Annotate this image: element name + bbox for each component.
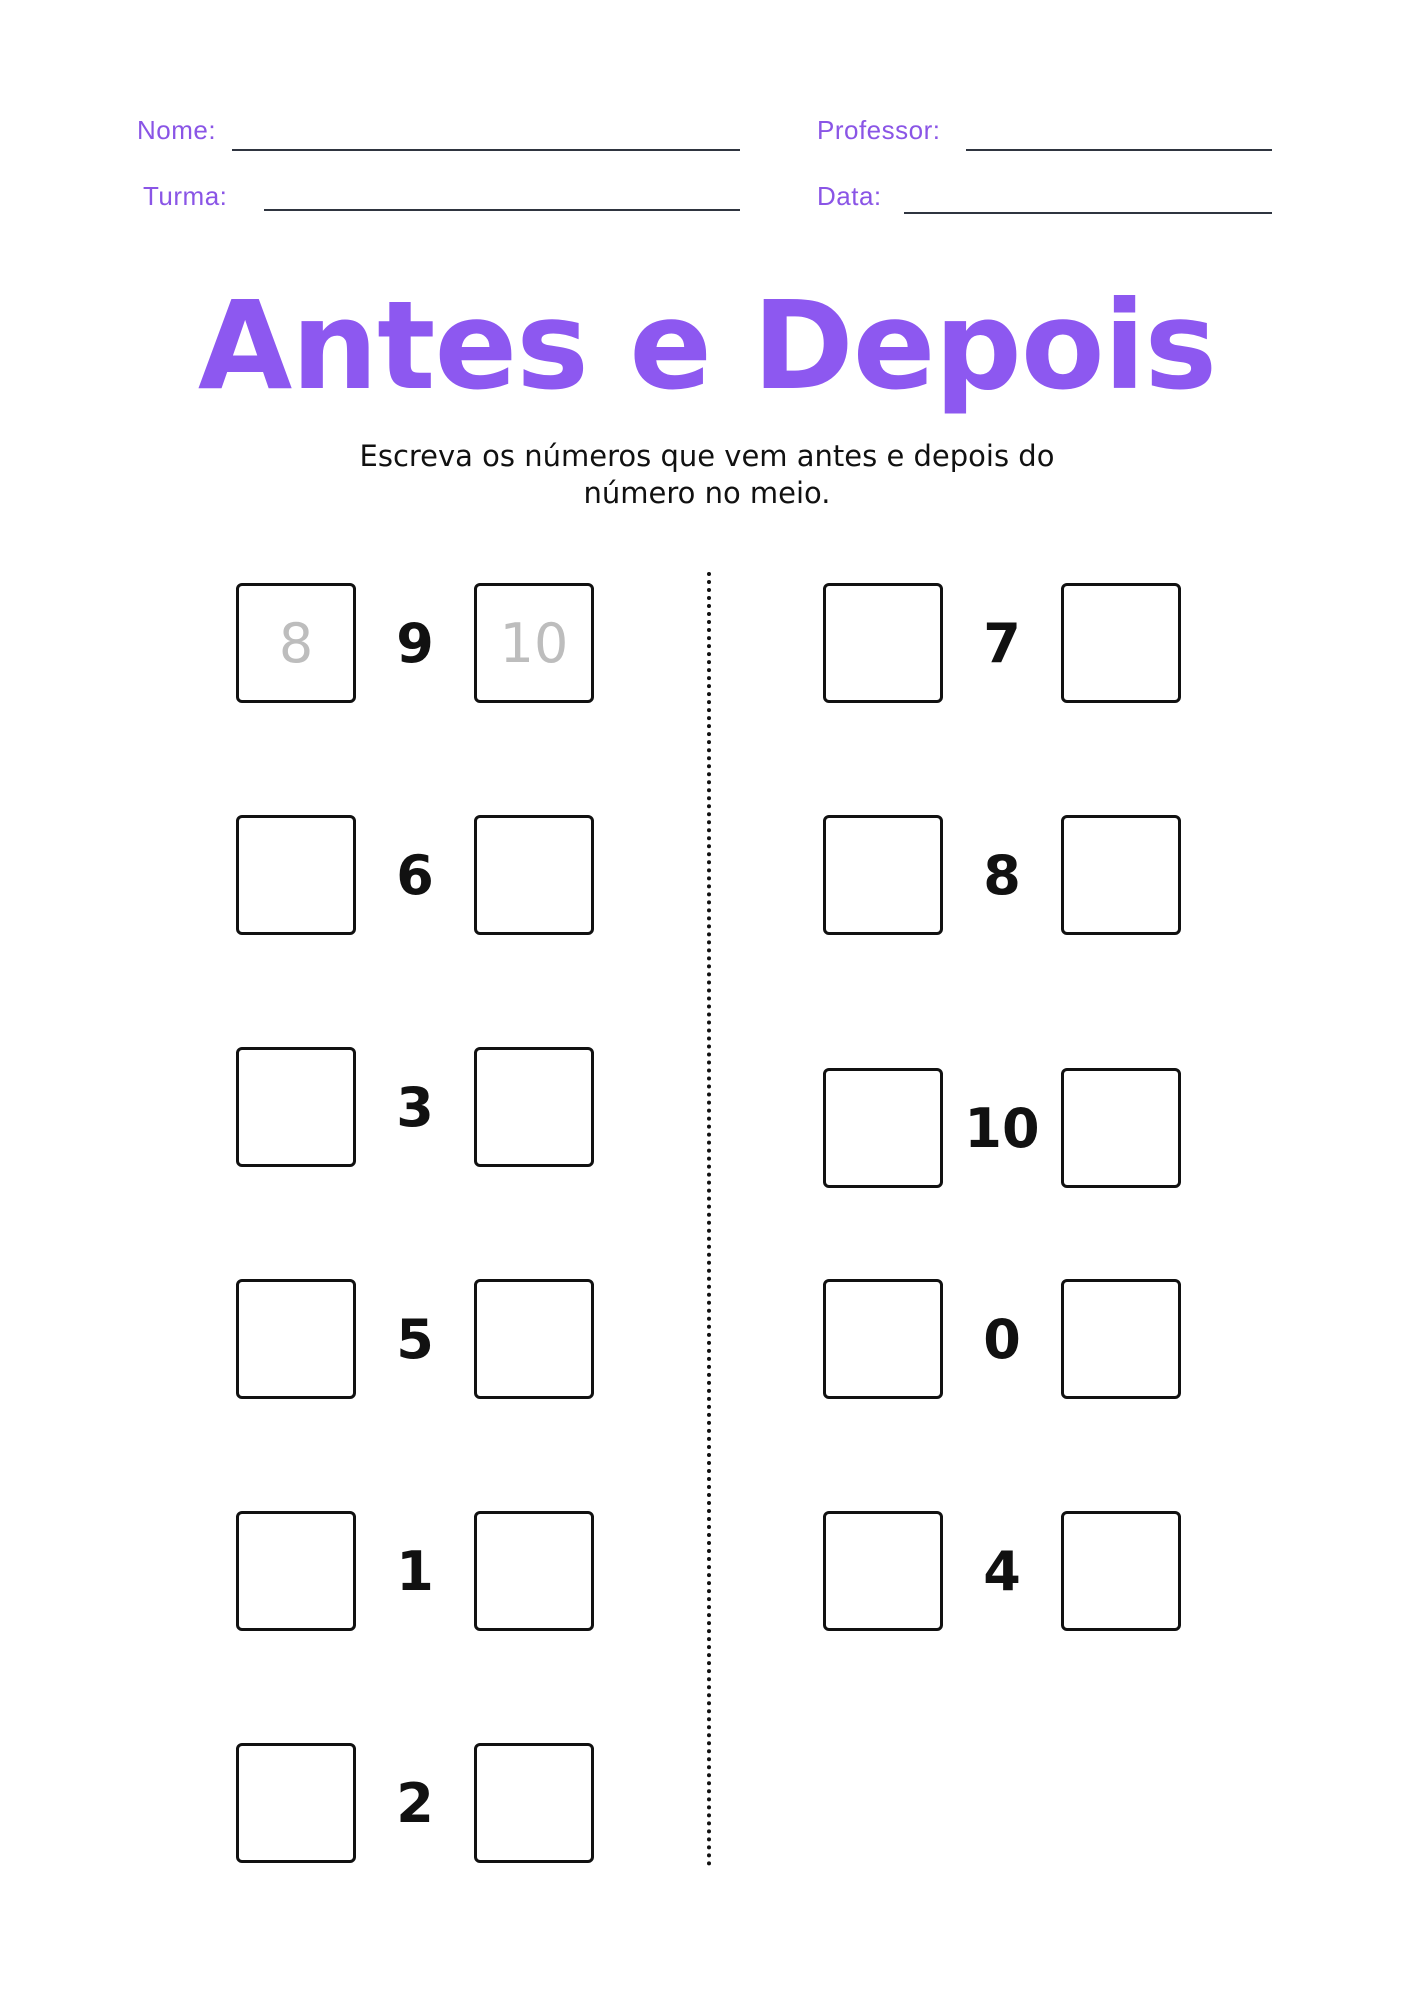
exercise-row: [823, 815, 1183, 935]
teacher-line[interactable]: [966, 149, 1272, 151]
worksheet-title: Antes e Depois: [197, 275, 1217, 417]
before-answer-box[interactable]: [236, 815, 356, 935]
before-answer-box[interactable]: 8: [236, 583, 356, 703]
name-label: Nome:: [137, 115, 217, 145]
middle-number: 5: [396, 1307, 434, 1371]
before-answer-box[interactable]: [236, 1047, 356, 1167]
before-answer-box[interactable]: [236, 1279, 356, 1399]
exercise-row: [236, 583, 596, 703]
after-answer-box[interactable]: [474, 1511, 594, 1631]
exercise-row: [236, 815, 596, 935]
middle-number: 1: [396, 1539, 434, 1603]
exercise-row: [236, 1743, 596, 1863]
middle-number: 7: [983, 611, 1021, 675]
after-answer-box[interactable]: [474, 1279, 594, 1399]
after-answer-box[interactable]: [1061, 815, 1181, 935]
after-answer-box[interactable]: [474, 815, 594, 935]
after-answer-box[interactable]: [1061, 1279, 1181, 1399]
middle-number: 2: [396, 1771, 434, 1835]
before-answer-box[interactable]: [823, 815, 943, 935]
exercise-row: [823, 1068, 1183, 1188]
after-answer-box[interactable]: [1061, 583, 1181, 703]
exercise-row: [823, 583, 1183, 703]
after-answer-box[interactable]: [474, 1743, 594, 1863]
before-answer-box[interactable]: [823, 1511, 943, 1631]
middle-number: 6: [396, 843, 434, 907]
before-answer-box[interactable]: [236, 1511, 356, 1631]
exercise-row: [236, 1047, 596, 1167]
name-line[interactable]: [232, 149, 740, 151]
middle-number: 8: [983, 843, 1021, 907]
date-label: Data:: [817, 181, 882, 211]
dotted-divider: [707, 572, 711, 1867]
before-answer-box[interactable]: [823, 583, 943, 703]
teacher-label: Professor:: [817, 115, 941, 145]
class-label: Turma:: [143, 181, 228, 211]
exercise-row: [236, 1511, 596, 1631]
before-answer-box[interactable]: [236, 1743, 356, 1863]
before-answer-box[interactable]: [823, 1279, 943, 1399]
exercise-row: [823, 1511, 1183, 1631]
instructions-text: Escreva os números que vem antes e depois do número no meio.: [359, 439, 1055, 510]
after-answer-box[interactable]: 10: [474, 583, 594, 703]
after-answer-box[interactable]: [474, 1047, 594, 1167]
after-answer-box[interactable]: [1061, 1068, 1181, 1188]
exercise-row: [823, 1279, 1183, 1399]
middle-number: 10: [964, 1096, 1040, 1160]
middle-number: 0: [983, 1307, 1021, 1371]
class-line[interactable]: [264, 209, 740, 211]
middle-number: 9: [396, 611, 434, 675]
middle-number: 4: [983, 1539, 1021, 1603]
after-answer-box[interactable]: [1061, 1511, 1181, 1631]
middle-number: 3: [396, 1075, 434, 1139]
date-line[interactable]: [904, 212, 1272, 214]
before-answer-box[interactable]: [823, 1068, 943, 1188]
exercise-row: [236, 1279, 596, 1399]
